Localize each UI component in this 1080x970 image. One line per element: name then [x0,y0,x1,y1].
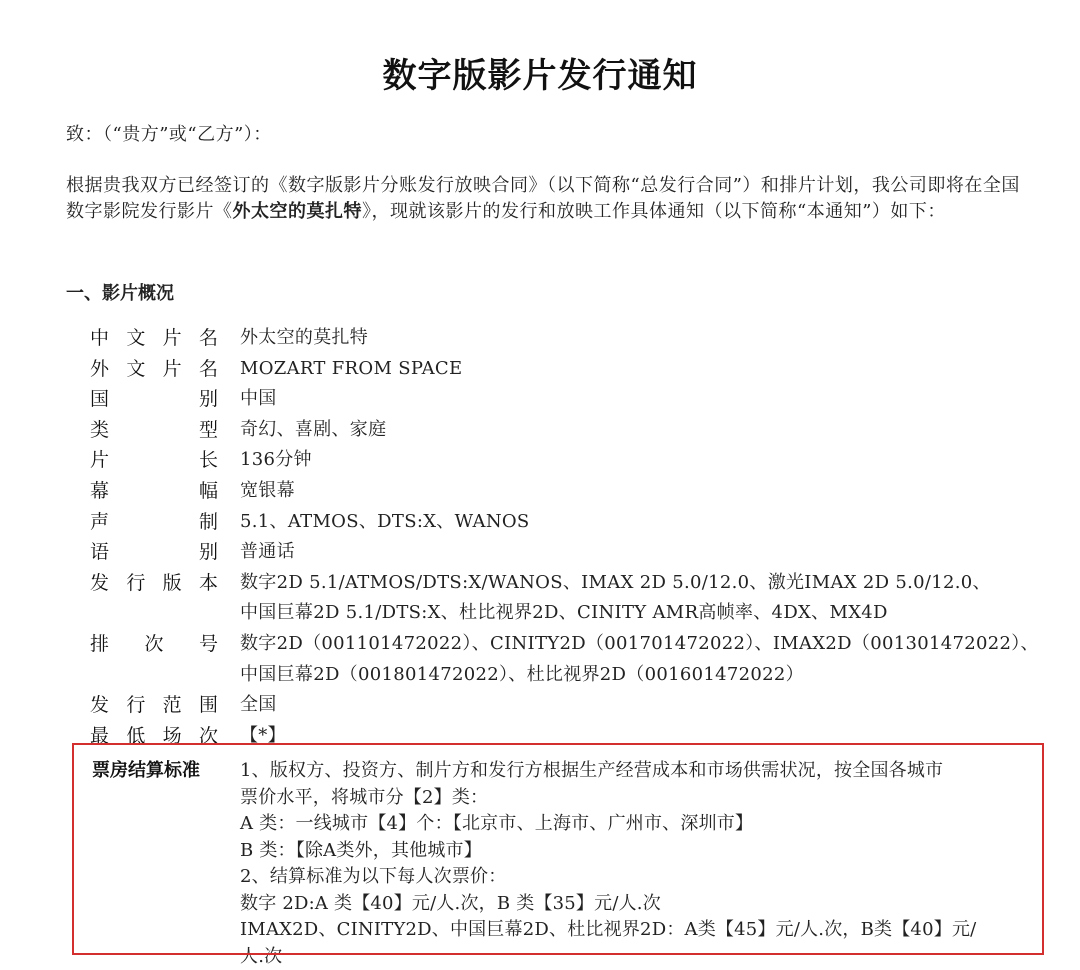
fact-value: 5.1、ATMOS、DTS:X、WANOS [240,510,530,532]
fact-label: 片 长 [90,449,218,472]
fact-row [90,354,1050,385]
fact-value: 136分钟 [240,449,312,471]
film-facts-list [90,323,1050,751]
fact-label: 发 行 范 围 [90,694,218,717]
ticket-settlement-line: 2、结算标准为以下每人次票价： [240,866,507,887]
ticket-settlement-line: A 类：一线城市【4】个：【北京市、上海市、广州市、深圳市】 [240,813,754,834]
ticket-settlement-line: 数字 2D:A 类【40】元/人.次，B 类【35】元/人.次 [240,892,661,914]
fact-label: 幕 幅 [90,479,218,502]
ticket-settlement-line: IMAX2D、CINITY2D、中国巨幕2D、杜比视界2D：A类【45】元/人.次，B类【40】元/ [240,919,977,940]
fact-row [90,568,1050,629]
fact-value: MOZART FROM SPACE [240,357,463,379]
fact-row [90,690,1050,721]
fact-row [90,629,1050,690]
fact-value: 中国 [240,388,277,410]
intro-text-before: 根据贵我双方已经签订的《数字版影片分账发行放映合同》（以下简称“总发行合同”）和排片计划，我公司即将在全国数字影院发行影片《 [66,175,1020,222]
ticket-settlement-line: 1、版权方、投资方、制片方和发行方根据生产经营成本和市场供需状况，按全国各城市 [240,760,944,781]
ticket-settlement-lines [240,758,1042,970]
fact-row [90,323,1050,354]
addressee-line: 致：（“贵方”或“乙方”）： [66,124,272,145]
fact-row [90,445,1050,476]
fact-value: 【*】 [240,724,286,746]
fact-value: 数字2D（001101472022）、CINITY2D（001701472022）、IMAX2D（001301472022）、 中国巨幕2D（001801472022）、杜比视界2D（001601472022） [240,632,1039,685]
ticket-settlement-line: B 类：【除A类外，其他城市】 [240,839,482,861]
fact-row [90,415,1050,446]
intro-paragraph [66,173,1036,225]
film-title: 外太空的莫扎特 [232,201,362,222]
fact-label: 最 低 场 次 [90,724,218,747]
fact-row [90,721,1050,752]
section-heading-film-overview: 一、影片概况 [66,283,174,304]
ticket-settlement-block [92,758,1042,970]
fact-value: 全国 [240,694,277,716]
fact-label: 类 型 [90,418,218,441]
fact-value: 外太空的莫扎特 [240,327,369,348]
fact-value: 数字2D 5.1/ATMOS/DTS:X/WANOS、IMAX 2D 5.0/12.0、激光IMAX 2D 5.0/12.0、 中国巨幕2D 5.1/DTS:X、杜比视界2D、CINITY AMR高帧率、4DX、MX4D [240,571,991,624]
fact-label: 中 文 片 名 [90,327,218,349]
fact-value: 普通话 [240,541,295,563]
intro-text-after: 》，现就该影片的发行和放映工作具体通知（以下简称“本通知”）如下： [362,201,946,222]
ticket-settlement-label: 票房结算标准 [92,760,200,781]
fact-label: 外 文 片 名 [90,357,218,380]
fact-row [90,384,1050,415]
fact-row [90,537,1050,568]
fact-row [90,476,1050,507]
ticket-settlement-line: 票价水平，将城市分【2】类： [240,786,489,808]
fact-label: 语 别 [90,541,218,564]
fact-value: 宽银幕 [240,479,295,501]
fact-value: 奇幻、喜剧、家庭 [240,418,387,440]
document-title: 数字版影片发行通知 [382,56,698,96]
fact-label: 声 制 [90,510,218,533]
fact-label: 发 行 版 本 [90,571,218,594]
fact-row [90,507,1050,538]
fact-label: 国 别 [90,388,218,411]
ticket-settlement-line: 人.次 [240,945,283,967]
fact-label: 排 次 号 [90,632,218,655]
